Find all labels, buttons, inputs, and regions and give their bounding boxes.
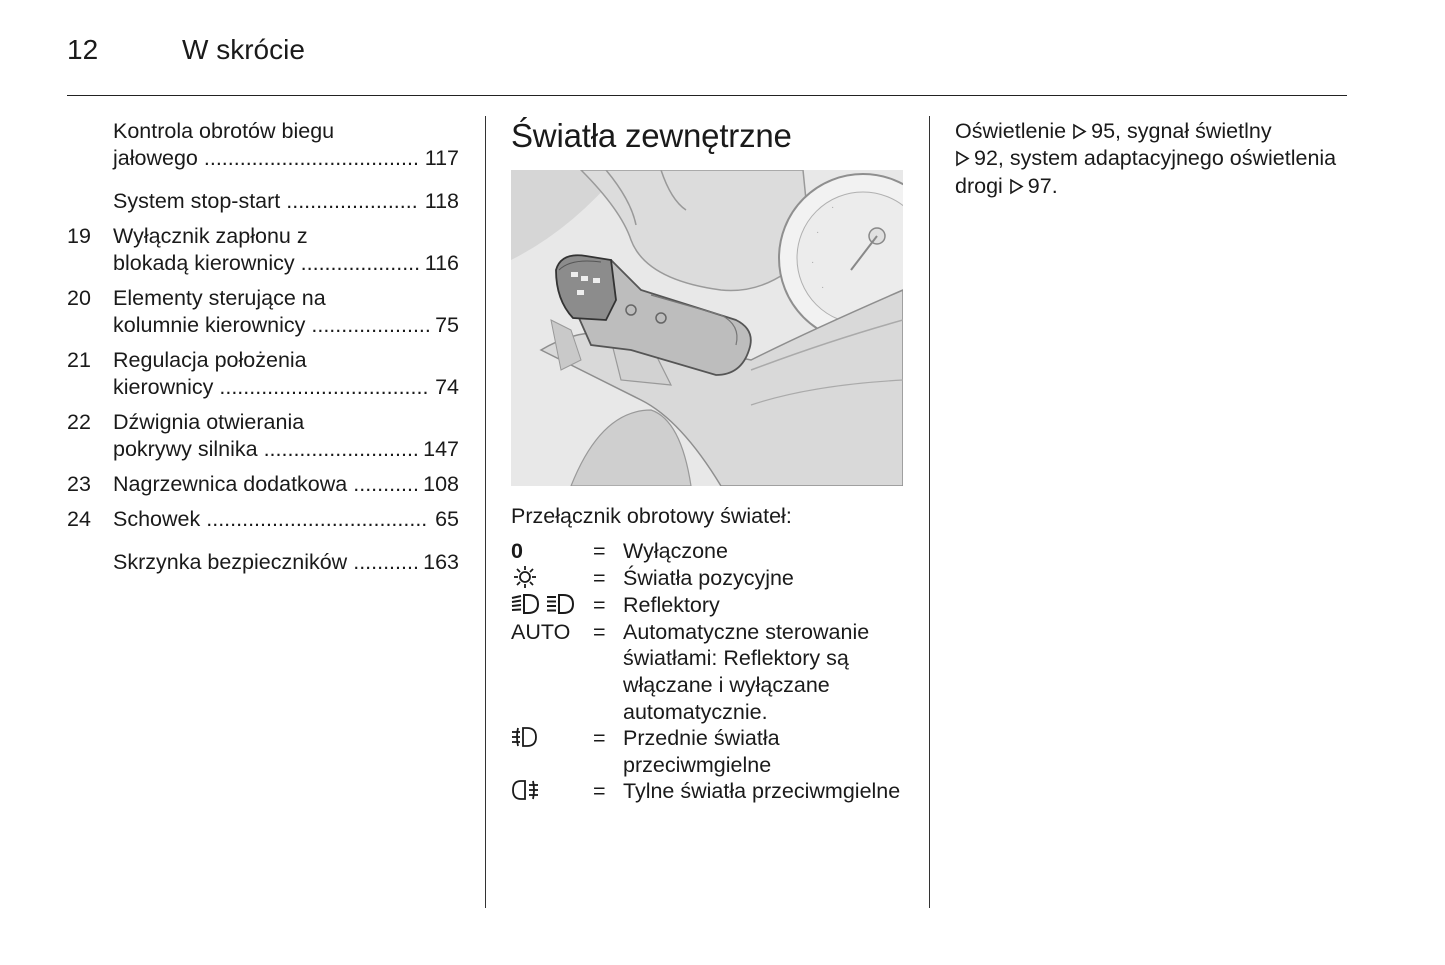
ref-flash-page[interactable]: 92 bbox=[974, 146, 998, 171]
legend-description: Wyłączone bbox=[623, 539, 728, 563]
toc-item-number: 24 bbox=[67, 507, 91, 531]
toc-item-text: Dźwignia otwierania bbox=[113, 410, 305, 434]
legend-description: Światła pozycyjne bbox=[623, 565, 794, 590]
page-number: 12 bbox=[67, 34, 99, 65]
section-title: W skrócie bbox=[182, 34, 305, 65]
toc-item-text: Elementy sterujące na bbox=[113, 286, 326, 310]
toc-item-number: 23 bbox=[67, 472, 91, 496]
column-divider-left bbox=[485, 116, 486, 908]
toc-page-number[interactable]: 117 bbox=[424, 146, 459, 170]
toc-entry[interactable] bbox=[67, 471, 459, 498]
side-light-icon bbox=[511, 565, 593, 593]
page-reference-arrow-icon bbox=[1009, 178, 1024, 195]
toc-item-text: jałowego bbox=[113, 146, 198, 170]
legend-row bbox=[511, 565, 911, 593]
legend-symbol: AUTO bbox=[511, 619, 571, 644]
rear-fog-light-icon bbox=[511, 778, 593, 805]
page-reference-arrow-icon bbox=[955, 150, 970, 167]
toc-leader-dots bbox=[204, 145, 419, 172]
ref-end-period: . bbox=[1051, 173, 1058, 198]
toc-item-text: Schowek bbox=[113, 507, 201, 531]
svg-text:·: · bbox=[811, 257, 815, 268]
toc-item-text: kolumnie kierownicy bbox=[113, 313, 306, 337]
legend-equals: = bbox=[593, 726, 606, 751]
toc-item-text: Skrzynka bezpieczników bbox=[113, 550, 348, 574]
toc-item-text: blokadą kierownicy bbox=[113, 251, 295, 275]
toc-page-number[interactable]: 75 bbox=[435, 313, 459, 337]
toc-leader-dots bbox=[311, 312, 429, 339]
legend-equals: = bbox=[593, 619, 606, 644]
legend-caption: Przełącznik obrotowy świateł: bbox=[511, 504, 792, 528]
headlight-icon bbox=[511, 592, 593, 619]
toc-item-number: 20 bbox=[67, 286, 91, 310]
svg-text:·: · bbox=[821, 282, 825, 293]
toc-item-number: 19 bbox=[67, 224, 91, 248]
header-rule bbox=[67, 95, 1347, 96]
ref-lighting-label: Oświetlenie bbox=[955, 119, 1067, 143]
legend-row bbox=[511, 725, 911, 778]
toc-entry[interactable] bbox=[67, 549, 459, 576]
toc-page-number[interactable]: 65 bbox=[435, 507, 459, 531]
legend-description: Reflektory bbox=[623, 593, 720, 618]
toc-item-text: Wyłącznik zapłonu z bbox=[113, 224, 308, 248]
toc-leader-dots bbox=[206, 506, 429, 533]
legend-equals: = bbox=[593, 539, 606, 563]
toc-entry[interactable] bbox=[67, 188, 459, 215]
legend-row bbox=[511, 538, 911, 565]
toc-page-number[interactable]: 147 bbox=[423, 437, 459, 461]
toc-leader-dots bbox=[286, 188, 418, 215]
toc-entry[interactable] bbox=[67, 285, 459, 339]
svg-text:·: · bbox=[816, 227, 820, 238]
legend-description: Tylne światła przeciwmgielne bbox=[623, 779, 901, 804]
ref-afl-label: , system adaptacyjnego oświetlenia drogi bbox=[955, 146, 1337, 198]
page-reference-arrow-icon bbox=[1072, 123, 1087, 140]
light-switch-legend bbox=[511, 538, 911, 805]
toc-page-number[interactable]: 163 bbox=[423, 550, 459, 574]
toc-list bbox=[67, 118, 459, 576]
toc-page-number[interactable]: 116 bbox=[424, 251, 459, 275]
toc-item-number: 21 bbox=[67, 348, 91, 372]
toc-leader-dots bbox=[353, 549, 417, 576]
toc-leader-dots bbox=[301, 250, 419, 277]
ref-afl-page[interactable]: 97 bbox=[1027, 173, 1052, 198]
toc-item-text: Kontrola obrotów biegu bbox=[113, 119, 335, 143]
toc-item-text: Nagrzewnica dodatkowa bbox=[113, 472, 348, 496]
front-fog-light-icon bbox=[511, 725, 593, 778]
light-switch-stalk-illustration bbox=[511, 170, 903, 486]
legend-description: Przednie światła przeciwmgielne bbox=[623, 726, 780, 777]
toc-item-text: kierownicy bbox=[113, 375, 214, 399]
heading-exterior-lights: Światła zewnętrzne bbox=[511, 117, 792, 154]
legend-row bbox=[511, 619, 911, 725]
legend-equals: = bbox=[593, 565, 606, 590]
toc-page-number[interactable]: 108 bbox=[423, 472, 459, 496]
toc-entry[interactable] bbox=[67, 118, 459, 172]
legend-symbol: 0 bbox=[511, 539, 523, 563]
toc-entry[interactable] bbox=[67, 506, 459, 533]
legend-row bbox=[511, 778, 911, 805]
toc-entry[interactable] bbox=[67, 409, 459, 463]
toc-page-number[interactable]: 74 bbox=[435, 375, 459, 399]
toc-page-number[interactable]: 118 bbox=[424, 189, 459, 213]
column-divider-right bbox=[929, 116, 930, 908]
toc-leader-dots bbox=[219, 374, 429, 401]
legend-description: Automatyczne sterowanie światłami: Reflektory są włączane i wyłączane automatycznie. bbox=[623, 619, 870, 724]
legend-equals: = bbox=[593, 779, 606, 804]
cross-reference-text bbox=[955, 118, 1345, 200]
toc-item-text: pokrywy silnika bbox=[113, 437, 258, 461]
ref-lighting-page[interactable]: 95 bbox=[1091, 119, 1116, 143]
toc-item-text: Regulacja położenia bbox=[113, 348, 307, 372]
toc-leader-dots bbox=[264, 436, 418, 463]
toc-item-number: 22 bbox=[67, 410, 91, 434]
toc-entry[interactable] bbox=[67, 223, 459, 277]
toc-leader-dots bbox=[353, 471, 417, 498]
legend-equals: = bbox=[593, 593, 606, 618]
legend-row bbox=[511, 592, 911, 619]
svg-text:·: · bbox=[831, 202, 835, 213]
toc-item-text: System stop-start bbox=[113, 189, 281, 213]
ref-flash-label: , sygnał świetlny bbox=[1115, 119, 1272, 143]
toc-entry[interactable] bbox=[67, 347, 459, 401]
